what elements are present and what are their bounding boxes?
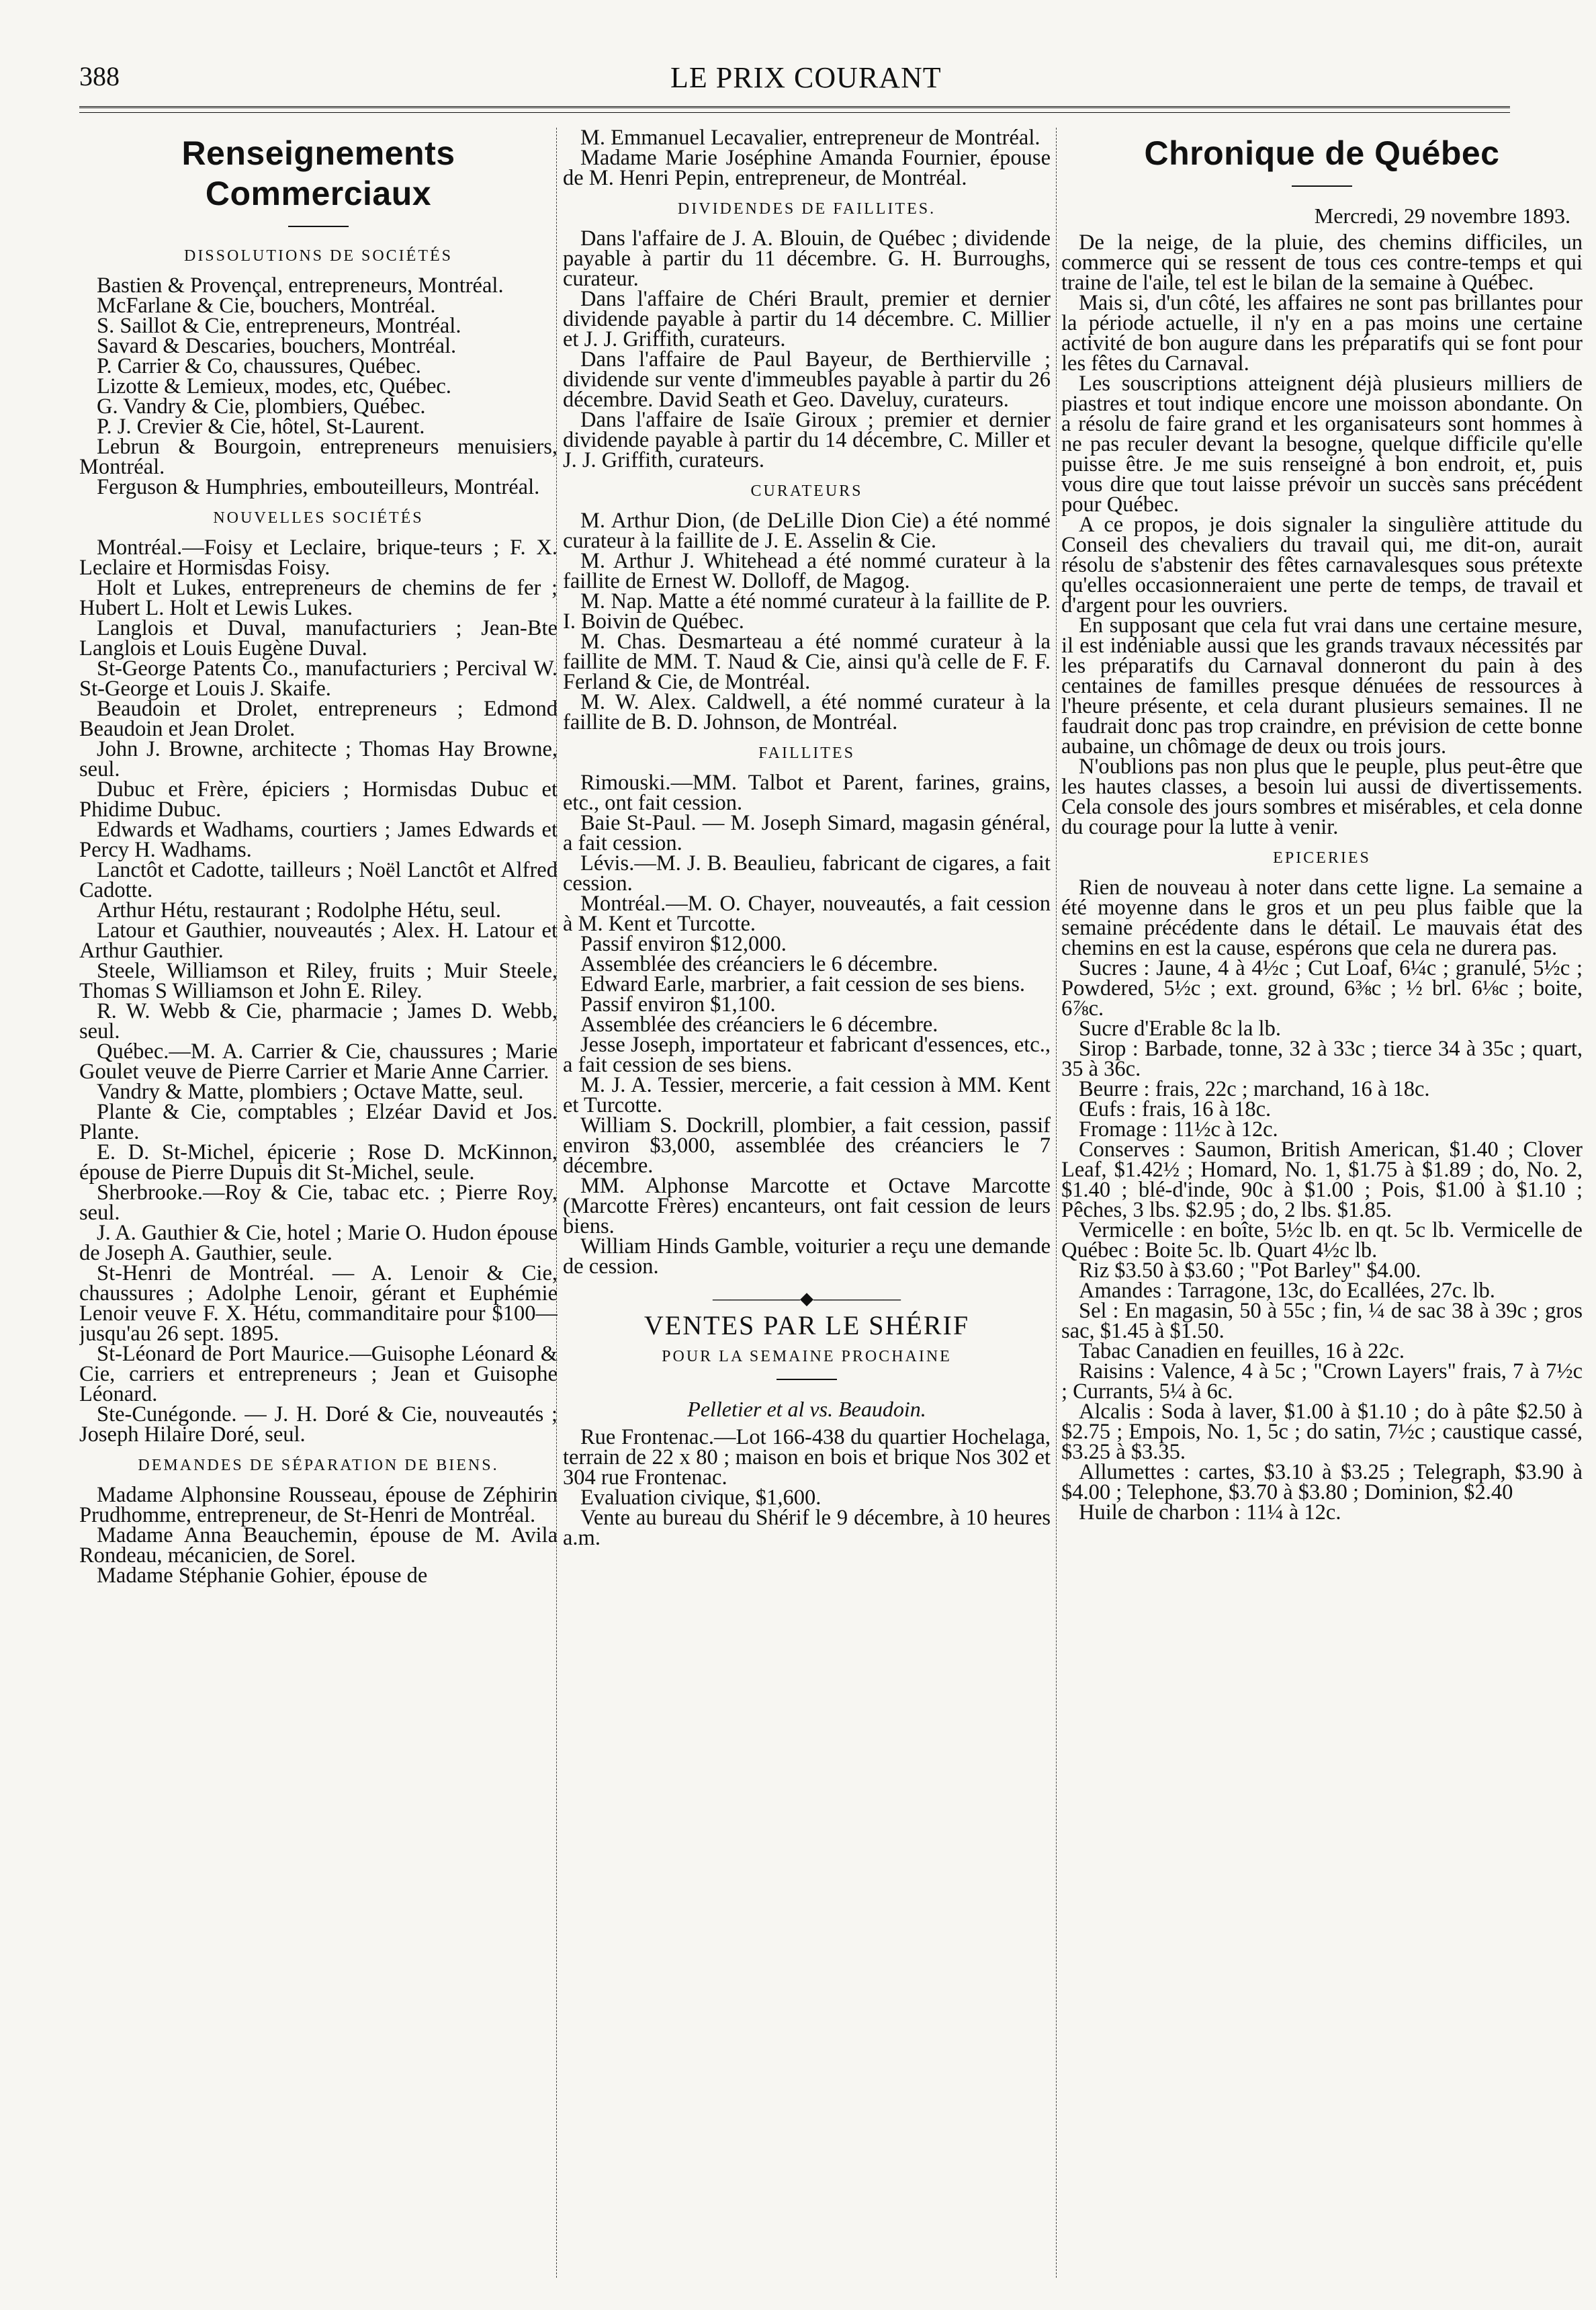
list-item: St-Léonard de Port Maurice.—Guisophe Léonard & Cie, carriers et entrepreneurs ; Jean et Guisophe Léonard. [79,1342,558,1406]
list-item: Madame Anna Beauchemin, épouse de M. Avila Rondeau, mécanicien, de Sorel. [79,1523,558,1568]
list-item: Montréal.—Foisy et Leclaire, brique-teurs ; F. X. Leclaire et Hormisdas Foisy. [79,536,558,580]
list-item: Passif environ $12,000. [580,932,787,956]
list-item: Lebrun & Bourgoin, entrepreneurs menuisiers, Montréal. [79,435,558,479]
list-item: Langlois et Duval, manufacturiers ; Jean-Bte Langlois et Louis Eugène Duval. [79,616,558,660]
list-item: P. J. Crevier & Cie, hôtel, St-Laurent. [97,415,425,439]
list-item: Evaluation civique, $1,600. [580,1486,822,1510]
price-entry: Allumettes : cartes, $3.10 à $3.25 ; Telegraph, $3.90 à $4.00 ; Telephone, $3.70 à $3.80 ; Dominion, $2.40 [1061,1460,1583,1504]
section-title: Chronique de Québec [1144,134,1500,172]
price-entry: Tabac Canadien en feuilles, 16 à 22c. [1079,1339,1405,1363]
list-item: Dans l'affaire de Chéri Brault, premier et dernier dividende payable à partir du 14 décembre. C. Millier et J. J. Griffith, curateurs. [563,287,1051,351]
list-item: Edwards et Wadhams, courtiers ; James Edwards et Percy H. Wadhams. [79,818,558,862]
price-entry: Alcalis : Soda à laver, $1.00 à $1.10 ; do à pâte $2.50 à $2.75 ; Empois, No. 1, 5c ; do satin, 7½c ; caustique cassé, $3.25 à $3.35. [1061,1400,1583,1464]
list-item: St-Henri de Montréal. — A. Lenoir & Cie, chaussures ; Adolphe Lenoir, gérant et Euphémie Lenoir veuve F. X. Hétu, commanditaire pour $100—jusqu'au 26 sept. 1895. [79,1261,558,1346]
subsection-heading: NOUVELLES SOCIÉTÉS [213,509,424,527]
list-item: Dans l'affaire de J. A. Blouin, de Québec ; dividende payable à partir du 11 décembre. G. H. Burroughs, curateur. [563,226,1051,291]
list-item: J. A. Gauthier & Cie, hotel ; Marie O. Hudon épouse de Joseph A. Gauthier, seule. [79,1221,558,1265]
list-item: M. Emmanuel Lecavalier, entrepreneur de Montréal. [580,128,1040,150]
list-item: Dubuc et Frère, épiciers ; Hormisdas Dubuc et Phidime Dubuc. [79,777,558,822]
section-title: Renseignements Commerciaux [181,134,455,212]
list-item: Lizotte & Lemieux, modes, etc, Québec. [97,374,451,398]
ornament-divider: —————◆————— [713,1289,901,1308]
list-item: Rue Frontenac.—Lot 166-438 du quartier Hochelaga, terrain de 22 x 80 ; maison en bois et brique Nos 302 et 304 rue Frontenac. [563,1425,1051,1490]
list-item: Rimouski.—MM. Talbot et Parent, farines, grains, etc., ont fait cession. [563,771,1051,815]
list-item: MM. Alphonse Marcotte et Octave Marcotte (Marcotte Frères) encanteurs, ont fait cession de leurs biens. [563,1174,1051,1238]
list-item: Baie St-Paul. — M. Joseph Simard, magasin général, a fait cession. [563,811,1051,855]
price-entry: Sel : En magasin, 50 à 55c ; fin, ¼ de sac 38 à 39c ; gros sac, $1.45 à $1.50. [1061,1299,1583,1343]
list-item: M. Chas. Desmarteau a été nommé curateur à la faillite de MM. T. Naud & Cie, ainsi qu'à celle de F. F. Ferland & Cie, de Montréal. [563,630,1051,694]
paragraph: En supposant que cela fut vrai dans une certaine mesure, il est indéniable aussi que les grands travaux nécessités par les préparatifs du Carnaval donneront du pain à des centaines de familles presque dénuées de ressources à l'heure présente, et cela durant plusieurs semaines. Il ne faudrait donc pas trop craindre, en prévision de cette bonne aubaine, un chômage de deux ou trois jours. [1061,613,1583,759]
price-entry: Conserves : Saumon, British American, $1.40 ; Clover Leaf, $1.42½ ; Homard, No. 1, $1.75 à $1.89 ; do, No. 2, $1.40 ; blé-d'inde, 90c à $1.00 ; Pois, $1.00 à $1.10 ; Pêches, 3 lbs. $2.95 ; do, 2 lbs. $1.85. [1061,1138,1583,1222]
paragraph: N'oublions pas non plus que le peuple, plus peut-être que les hautes classes, a besoin lui aussi de divertissements. Cela console des jours sombres et misérables, et cela donne du courage pour la lutte à venir. [1061,755,1583,839]
list-item: Latour et Gauthier, nouveautés ; Alex. H. Latour et Arthur Gauthier. [79,918,558,963]
price-entry: Beurre : frais, 22c ; marchand, 16 à 18c. [1079,1077,1430,1101]
list-item: Arthur Hétu, restaurant ; Rodolphe Hétu, seul. [97,898,502,923]
paragraph: Rien de nouveau à noter dans cette ligne. La semaine a été moyenne dans le gros et un peu plus faible que la semaine précédente dans le détail. Le mauvais état des chemins en est la cause, espérons que cela ne durera pas. [1061,875,1583,960]
list-item: John J. Browne, architecte ; Thomas Hay Browne, seul. [79,737,558,781]
subsection-heading: CURATEURS [750,482,863,500]
page-number: 388 [79,61,120,91]
price-entry: Riz $3.50 à $3.60 ; "Pot Barley" $4.00. [1079,1258,1421,1283]
price-entry: Œufs : frais, 16 à 18c. [1079,1097,1272,1121]
list-item: McFarlane & Cie, bouchers, Montréal. [97,294,436,318]
list-item: Vente au bureau du Shérif le 9 décembre, à 10 heures a.m. [563,1506,1051,1550]
case-title: Pelletier et al vs. Beaudoin. [687,1397,926,1421]
list-item: R. W. Webb & Cie, pharmacie ; James D. Webb, seul. [79,999,558,1043]
price-entry: Vermicelle : en boîte, 5½c lb. en qt. 5c lb. Vermicelle de Québec : Boite 5c. lb. Quart 4½c lb. [1061,1218,1583,1263]
subsection-heading: DISSOLUTIONS DE SOCIÉTÉS [183,247,453,265]
column-chronique [1061,128,1583,2284]
price-entry: Sirop : Barbade, tonne, 32 à 33c ; tierce 34 à 35c ; quart, 35 à 36c. [1061,1037,1583,1081]
list-item: G. Vandry & Cie, plombiers, Québec. [97,394,426,419]
list-item: Holt et Lukes, entrepreneurs de chemins de fer ; Hubert L. Holt et Lewis Lukes. [79,576,558,620]
list-item: Sherbrooke.—Roy & Cie, tabac etc. ; Pierre Roy, seul. [79,1181,558,1225]
list-item: Ste-Cunégonde. — J. H. Doré & Cie, nouveautés ; Joseph Hilaire Doré, seul. [79,1402,558,1447]
list-item: Passif environ $1,100. [580,992,776,1017]
header-rule [79,106,1510,113]
list-item: M. Arthur J. Whitehead a été nommé curateur à la faillite de Ernest W. Dolloff, de Magog. [563,549,1051,593]
list-item: M. J. A. Tessier, mercerie, a fait cession à MM. Kent et Turcotte. [563,1073,1051,1117]
list-item: M. W. Alex. Caldwell, a été nommé curateur à la faillite de B. D. Johnson, de Montréal. [563,690,1051,734]
list-item: Lévis.—M. J. B. Beaulieu, fabricant de cigares, a fait cession. [563,851,1051,896]
list-item: M. Nap. Matte a été nommé curateur à la faillite de P. I. Boivin de Québec. [563,589,1051,634]
page-header [79,55,1510,102]
list-item: M. Arthur Dion, (de DeLille Dion Cie) a été nommé curateur à la faillite de J. E. Asselin & Cie. [563,509,1051,553]
list-item: E. D. St-Michel, épicerie ; Rose D. McKinnon, épouse de Pierre Dupuis dit St-Michel, seule. [79,1140,558,1185]
price-entry: Fromage : 11½c à 12c. [1079,1117,1278,1142]
dateline: Mercredi, 29 novembre 1893. [1314,204,1570,228]
list-item: Savard & Descaries, bouchers, Montréal. [97,334,457,358]
subsection-heading: FAILLITES [758,744,855,762]
list-item: Plante & Cie, comptables ; Elzéar David et Jos. Plante. [79,1100,558,1144]
list-item: Assemblée des créanciers le 6 décembre. [580,1013,938,1037]
list-item: St-George Patents Co., manufacturiers ; Percival W. St-George et Louis J. Skaife. [79,656,558,701]
column-divider [1056,128,1057,2278]
list-item: Bastien & Provençal, entrepreneurs, Montréal. [97,273,504,298]
list-item: Jesse Joseph, importateur et fabricant d'essences, etc., a fait cession de ses biens. [563,1033,1051,1077]
list-item: Lanctôt et Cadotte, tailleurs ; Noël Lanctôt et Alfred Cadotte. [79,858,558,902]
divider [288,226,349,227]
list-item: Edward Earle, marbrier, a fait cession de ses biens. [580,972,1025,996]
paragraph: A ce propos, je dois signaler la singulière attitude du Conseil des chevaliers du travail qui, me dit-on, aurait résolu de s'abstenir des fêtes carnavalesques sous prétexte qu'elles occasionneraient une perte de temps, de travail et d'argent pour les ouvriers. [1061,513,1583,617]
list-item: Madame Alphonsine Rousseau, épouse de Zéphirin Prudhomme, entrepreneur, de St-Henri de Montréal. [79,1483,558,1527]
paragraph: Mais si, d'un côté, les affaires ne sont pas brillantes pour la période actuelle, il n'y en a pas moins une certaine activité de bon augure dans les préparatifs qui se font pour les fêtes du Carnaval. [1061,291,1583,376]
subsection-heading: POUR LA SEMAINE PROCHAINE [662,1348,952,1365]
subsection-heading: DEMANDES DE SÉPARATION DE BIENS. [138,1457,499,1474]
list-item: William Hinds Gamble, voiturier a reçu une demande de cession. [563,1234,1051,1279]
list-item: Madame Stéphanie Gohier, épouse de [97,1564,428,1588]
list-item: S. Saillot & Cie, entrepreneurs, Montréal. [97,314,461,338]
price-entry: Sucre d'Erable 8c la lb. [1079,1017,1281,1041]
price-entry: Huile de charbon : 11¼ à 12c. [1079,1500,1341,1525]
price-entry: Raisins : Valence, 4 à 5c ; "Crown Layers" frais, 7 à 7½c ; Currants, 5¼ à 6c. [1061,1359,1583,1404]
running-title: LE PRIX COURANT [670,61,942,94]
divider [1292,185,1352,187]
price-entry: Sucres : Jaune, 4 à 4½c ; Cut Loaf, 6¼c ; granulé, 5½c ; Powdered, 5½c ; ext. ground, 6⅜c ; ½ brl. 6⅛c ; boite, 6⅞c. [1061,956,1583,1021]
list-item: Madame Marie Joséphine Amanda Fournier, épouse de M. Henri Pepin, entrepreneur, de Montréal. [563,146,1051,190]
list-item: Beaudoin et Drolet, entrepreneurs ; Edmond Beaudoin et Jean Drolet. [79,697,558,741]
subsection-heading: DIVIDENDES DE FAILLITES. [677,200,936,218]
list-item: William S. Dockrill, plombier, a fait cession, passif environ $3,000, assemblée des créanciers le 7 décembre. [563,1113,1051,1178]
list-item: P. Carrier & Co, chaussures, Québec. [97,354,421,378]
list-item: Assemblée des créanciers le 6 décembre. [580,952,938,976]
list-item: Ferguson & Humphries, embouteilleurs, Montréal. [97,475,540,499]
list-item: Montréal.—M. O. Chayer, nouveautés, a fait cession à M. Kent et Turcotte. [563,892,1051,936]
list-item: Dans l'affaire de Isaïe Giroux ; premier et dernier dividende payable à partir du 14 décembre, C. Miller et J. J. Griffith, curateurs. [563,408,1051,472]
paragraph: De la neige, de la pluie, des chemins difficiles, un commerce qui se ressent de tous ces contre-temps et qui traine de l'aile, tel est le bilan de la semaine à Québec. [1061,230,1583,295]
divider [777,1379,837,1380]
column-faillites [563,128,1051,2284]
paragraph: Les souscriptions atteignent déjà plusieurs milliers de piastres et tout indique encore une moisson abondante. On a résolu de faire grand et les organisateurs sont hommes à ne pas reculer devant la besogne, quelque difficile qu'elle puisse être. Je me suis renseigné à bon endroit, et, puis vous dire que tout laisse prévoir un succès sans précédent pour Québec. [1061,372,1583,517]
list-item: Vandry & Matte, plombiers ; Octave Matte, seul. [97,1080,524,1104]
section-title: VENTES PAR LE SHÉRIF [644,1310,970,1340]
price-entry: Amandes : Tarragone, 13c, do Ecallées, 27c. lb. [1079,1279,1495,1303]
list-item: Québec.—M. A. Carrier & Cie, chaussures ; Marie Goulet veuve de Pierre Carrier et Marie Anne Carrier. [79,1039,558,1084]
column-renseignements [79,128,558,2284]
list-item: Dans l'affaire de Paul Bayeur, de Berthierville ; dividende sur vente d'immeubles payable à partir du 26 décembre. David Seath et Geo. Daveluy, curateurs. [563,347,1051,412]
subsection-heading: EPICERIES [1273,849,1371,867]
list-item: Steele, Williamson et Riley, fruits ; Muir Steele, Thomas S Williamson et John E. Riley. [79,959,558,1003]
